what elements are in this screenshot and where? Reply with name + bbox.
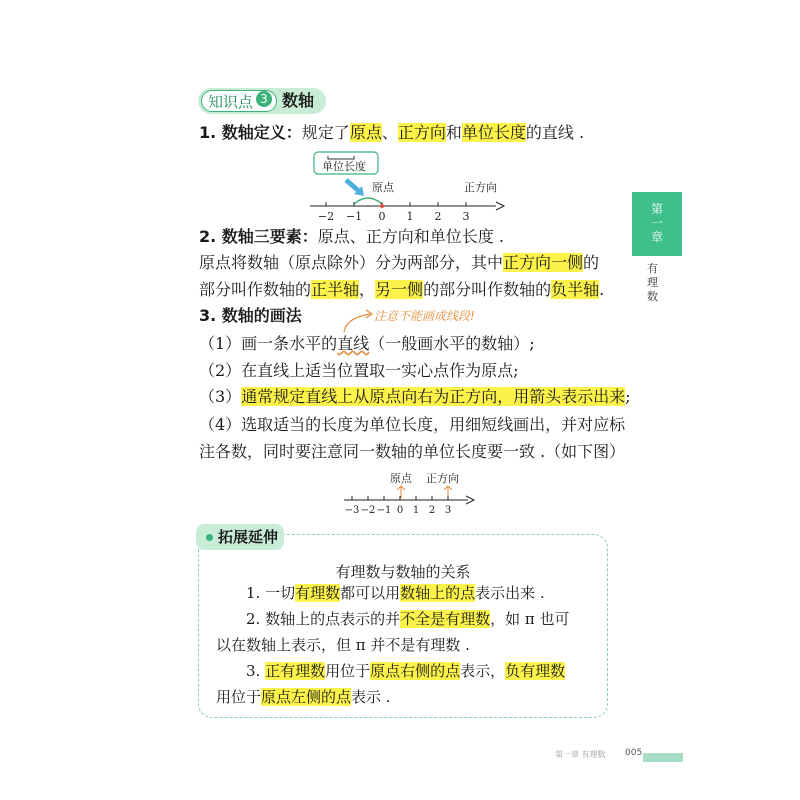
step-1: （1）画一条水平的直线（一般画水平的数轴）;: [199, 334, 535, 353]
extension-point-2-line-2: 以在数轴上表示，但 π 并不是有理数 .: [216, 636, 470, 654]
section-header: [198, 88, 326, 114]
axis2-tick-label: −3: [344, 505, 360, 516]
extension-point-1: 1. 一切有理数都可以用数轴上的点表示出来 .: [246, 584, 545, 602]
axis-arrow-icon: [496, 202, 504, 210]
origin-label-2: 原点: [390, 472, 412, 485]
definition-line: 1. 数轴定义：规定了原点、正方向和单位长度的直线 .: [199, 123, 585, 142]
axis-ticks-2: [345, 496, 452, 516]
axis1-tick-label: 1: [406, 210, 414, 222]
footer-chapter-text: 第一章 有理数: [555, 750, 606, 759]
three-elements-line: 2. 数轴三要素：原点、正方向和单位长度 .: [199, 227, 504, 246]
axis2-tick-label: 0: [396, 505, 404, 516]
extension-tag: 拓展延伸: [196, 524, 284, 550]
axis2-tick-label: −2: [360, 505, 376, 516]
step-2: （2）在直线上适当位置取一实心点作为原点;: [199, 361, 519, 380]
chapter-subtitle: 有 理 数: [647, 262, 658, 303]
axis1-tick-label: −1: [345, 210, 363, 222]
axis2-tick-label: 3: [444, 505, 452, 516]
axis2-tick-label: 2: [428, 505, 436, 516]
number-line-figure-1: [300, 146, 510, 222]
positive-direction-label: 正方向: [464, 181, 497, 194]
step-3: （3）通常规定直线上从原点向右为正方向，用箭头表示出来;: [199, 387, 631, 406]
axis2-tick-label: −1: [376, 505, 392, 516]
unit-length-label: 单位长度: [322, 160, 366, 173]
axis1-tick-label: 2: [434, 210, 442, 222]
extension-title: 有理数与数轴的关系: [335, 563, 471, 581]
tag-dot-icon: [206, 534, 213, 541]
unit-arc: [354, 198, 382, 204]
step-4-line-1: （4）选取适当的长度为单位长度，用细短线画出，并对应标: [199, 415, 626, 434]
origin-dot: [380, 204, 384, 208]
origin-label: 原点: [372, 181, 394, 194]
half-axis-line-2: 部分叫作数轴的正半轴，另一侧的部分叫作数轴的负半轴.: [199, 280, 605, 299]
half-axis-line-1: 原点将数轴（原点除外）分为两部分，其中正方向一侧的: [199, 253, 600, 272]
knowledge-point-number: 3: [256, 91, 272, 107]
section-title: 数轴: [282, 91, 315, 110]
step-4-line-2: 注各数，同时要注意同一数轴的单位长度要一致 .（如下图）: [199, 442, 626, 461]
extension-point-3-line-2: 用位于原点左侧的点表示 .: [216, 688, 391, 706]
chapter-tab[interactable]: 第 一 章: [632, 192, 682, 256]
axis1-tick-label: 3: [462, 210, 470, 222]
page-number: 005: [625, 748, 643, 758]
positive-direction-label-2: 正方向: [426, 472, 459, 485]
extension-point-3-line-1: 3. 正有理数用位于原点右侧的点表示，负有理数: [246, 662, 566, 680]
axis2-tick-label: 1: [412, 505, 420, 516]
annotation-note: 注意不能画成线段!: [374, 309, 475, 323]
axis1-tick-label: 0: [378, 210, 386, 222]
drawing-method-heading: 3. 数轴的画法: [199, 306, 302, 325]
axis1-tick-label: −2: [317, 210, 335, 222]
number-line-figure-2: [336, 466, 496, 518]
axis-ticks: [318, 202, 470, 222]
footer-bar: [643, 753, 683, 762]
extension-point-2-line-1: 2. 数轴上的点表示的并不全是有理数，如 π 也可: [246, 610, 570, 628]
knowledge-point-label: 知识点: [208, 93, 254, 111]
